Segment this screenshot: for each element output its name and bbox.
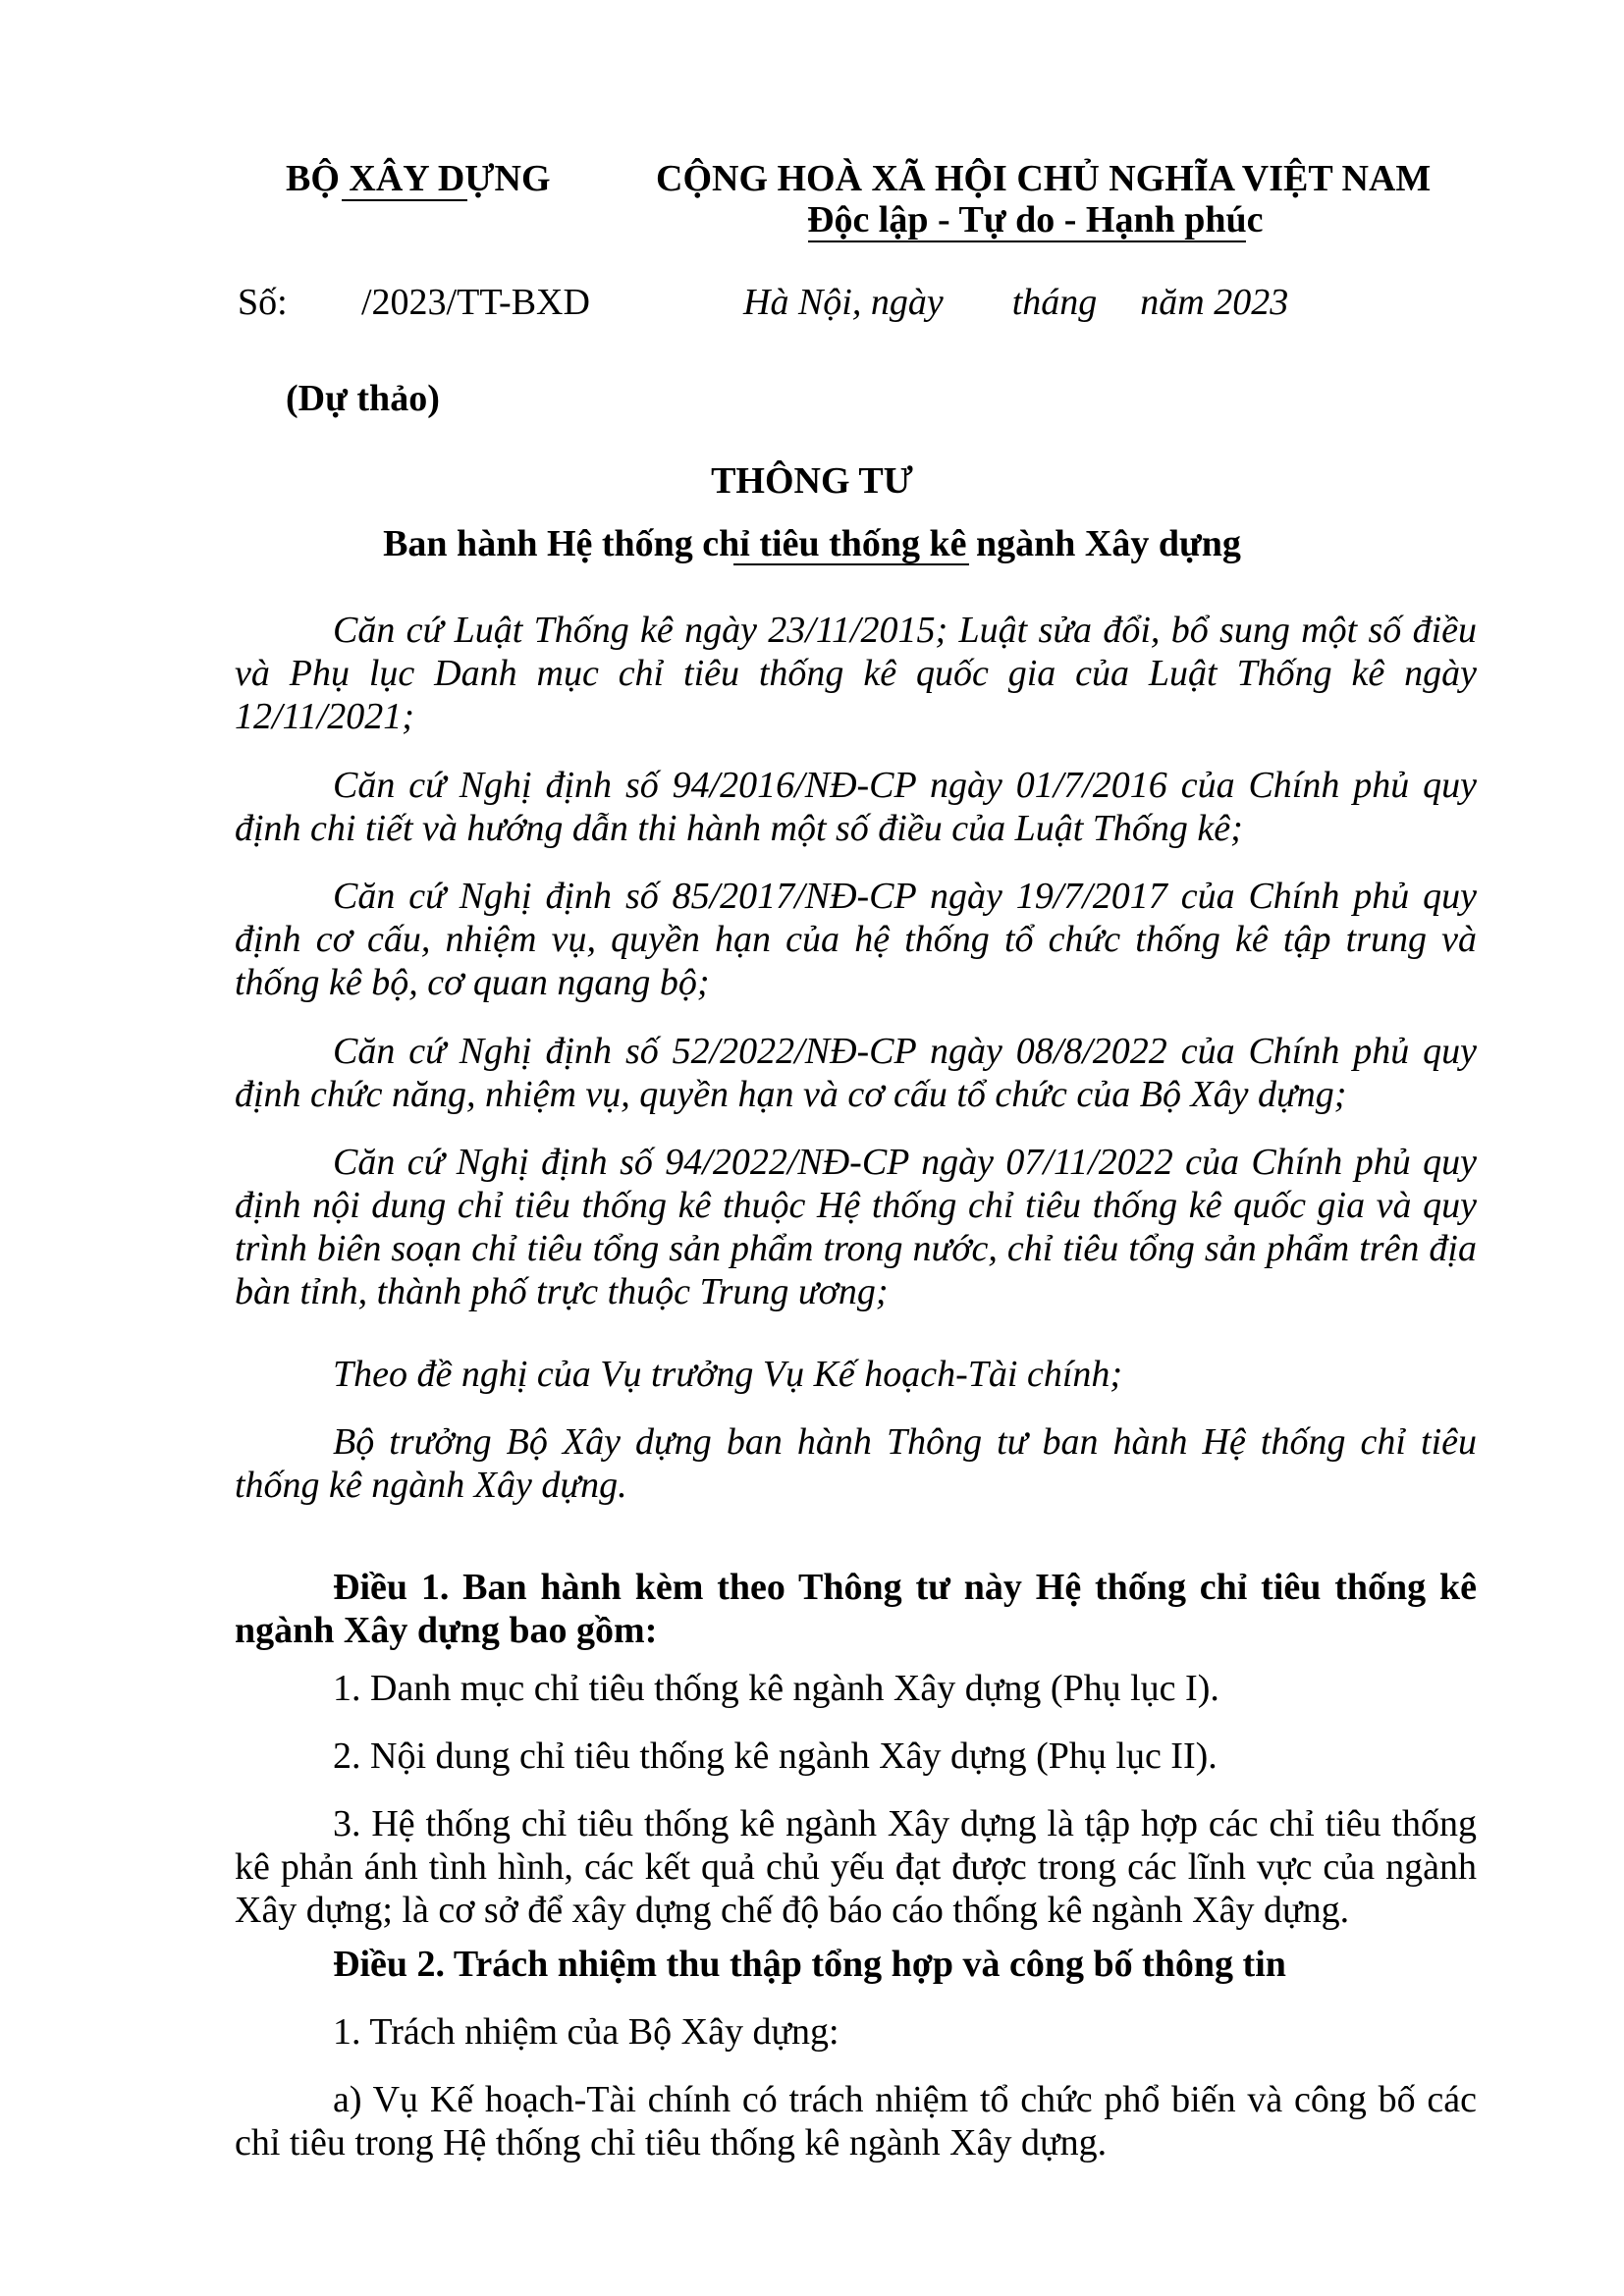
preamble-paragraph: Bộ trưởng Bộ Xây dựng ban hành Thông tư ban hành Hệ thống chỉ tiêu thống kê ngành Xây dựng. [235, 1421, 1477, 1506]
nation-name: CỘNG HOÀ XÃ HỘI CHỦ NGHĨA VIỆT NAM [656, 158, 1432, 199]
article-1-item: 3. Hệ thống chỉ tiêu thống kê ngành Xây dựng là tập hợp các chỉ tiêu thống kê phản ánh tình hình, các kết quả chủ yếu đạt được trong các lĩnh vực của ngành Xây dựng; là cơ sở để xây dựng chế độ báo cáo thống kê ngành Xây dựng. [235, 1803, 1477, 1931]
article-1-item: 1. Danh mục chỉ tiêu thống kê ngành Xây dựng (Phụ lục I). [333, 1668, 1219, 1709]
national-motto: Độc lập - Tự do - Hạnh phúc [807, 199, 1264, 240]
agency-name: BỘ XÂY DỰNG [286, 158, 551, 199]
preamble-paragraph: Theo đề nghị của Vụ trưởng Vụ Kế hoạch-Tài chính; [333, 1354, 1123, 1395]
document-subtitle: Ban hành Hệ thống chỉ tiêu thống kê ngành Xây dựng [383, 523, 1241, 564]
year-phrase: năm 2023 [1140, 282, 1289, 323]
preamble-paragraph: Căn cứ Nghị định số 85/2017/NĐ-CP ngày 19/7/2017 của Chính phủ quy định cơ cấu, nhiệm vụ, quyền hạn của hệ thống tổ chức thống kê tập trung và thống kê bộ, cơ quan ngang bộ; [235, 876, 1477, 1003]
subtitle-underline [733, 563, 969, 565]
place-date [743, 281, 1288, 324]
agency-underline [342, 199, 467, 201]
article-2-item: 1. Trách nhiệm của Bộ Xây dựng: [333, 2011, 839, 2053]
doc-number-value: /2023/TT-BXD [361, 282, 590, 323]
preamble-paragraph: Căn cứ Nghị định số 94/2022/NĐ-CP ngày 07/11/2022 của Chính phủ quy định nội dung chỉ tiêu thống kê thuộc Hệ thống chỉ tiêu thống kê quốc gia và quy trình biên soạn chỉ tiêu tổng sản phẩm trong nước, chỉ tiêu tổng sản phẩm trên địa bàn tỉnh, thành phố trực thuộc Trung ương; [235, 1142, 1477, 1312]
article-1-heading: Điều 1. Ban hành kèm theo Thông tư này Hệ thống chỉ tiêu thống kê ngành Xây dựng bao gồm: [235, 1567, 1477, 1651]
draft-label: (Dự thảo) [286, 378, 440, 419]
article-2-heading: Điều 2. Trách nhiệm thu thập tổng hợp và công bố thông tin [333, 1944, 1286, 1985]
article-2-item: a) Vụ Kế hoạch-Tài chính có trách nhiệm tổ chức phổ biến và công bố các chỉ tiêu trong Hệ thống chỉ tiêu thống kê ngành Xây dựng. [235, 2079, 1477, 2163]
document-title: THÔNG TƯ [711, 460, 913, 502]
article-1-item: 2. Nội dung chỉ tiêu thống kê ngành Xây dựng (Phụ lục II). [333, 1735, 1218, 1777]
motto-underline [808, 240, 1246, 242]
preamble-paragraph: Căn cứ Luật Thống kê ngày 23/11/2015; Luật sửa đổi, bổ sung một số điều và Phụ lục Danh mục chỉ tiêu thống kê quốc gia của Luật Thống kê ngày 12/11/2021; [235, 610, 1477, 737]
preamble-paragraph: Căn cứ Nghị định số 52/2022/NĐ-CP ngày 08/8/2022 của Chính phủ quy định chức năng, nhiệm vụ, quyền hạn và cơ cấu tổ chức của Bộ Xây dựng; [235, 1031, 1477, 1115]
month-word: tháng [1011, 282, 1098, 323]
doc-number-label: Số: [238, 282, 288, 323]
place-date-text: Hà Nội, ngày [743, 282, 944, 323]
preamble-paragraph: Căn cứ Nghị định số 94/2016/NĐ-CP ngày 01/7/2016 của Chính phủ quy định chi tiết và hướng dẫn thi hành một số điều của Luật Thống kê; [235, 765, 1477, 849]
